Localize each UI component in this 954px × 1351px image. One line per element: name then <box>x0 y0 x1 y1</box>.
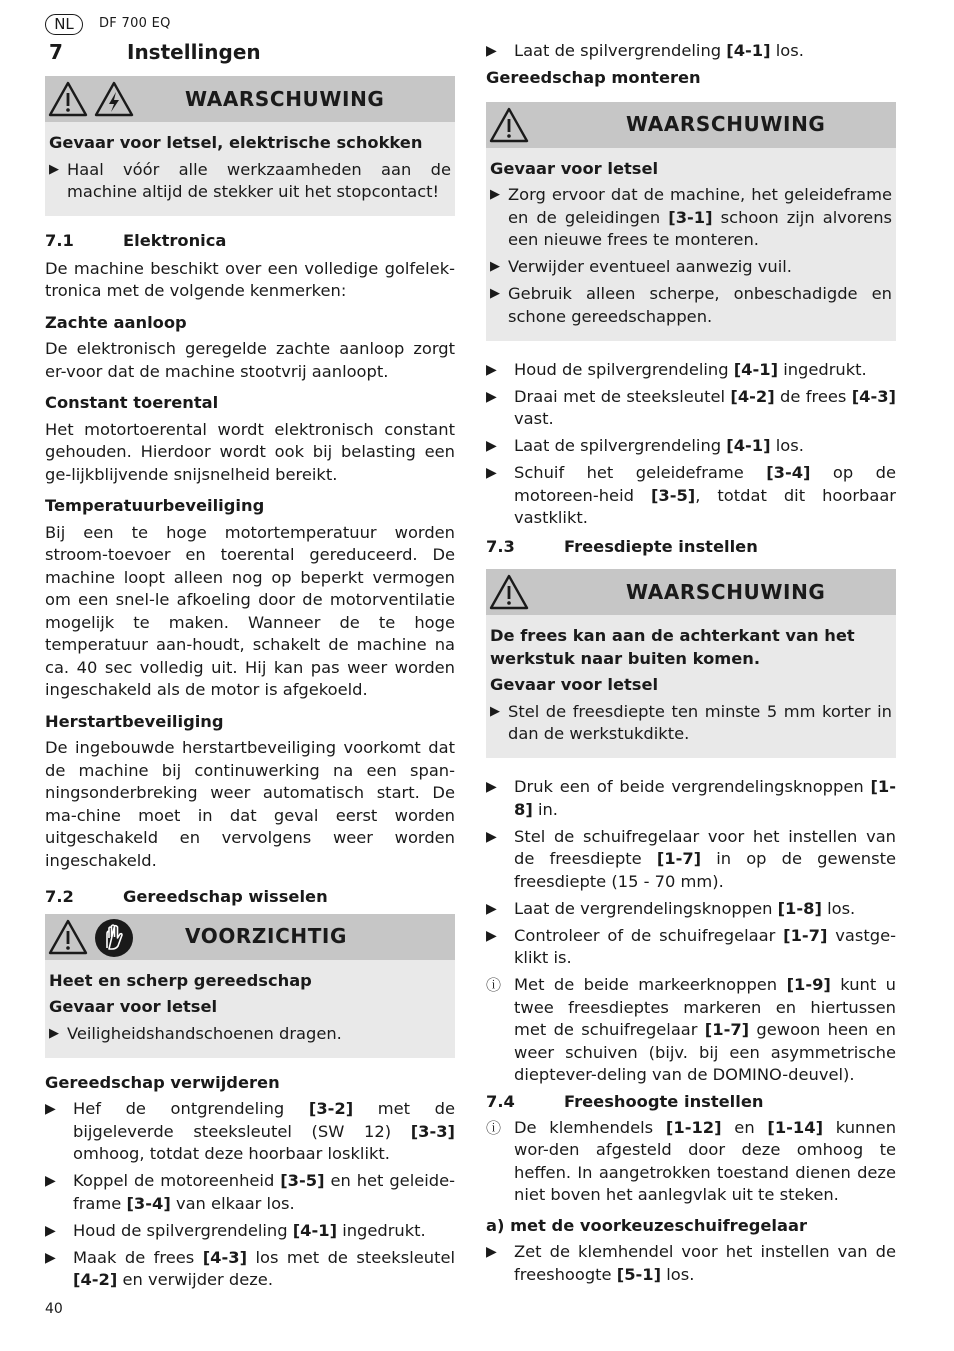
list-item: ▶ Zet de klemhendel voor het instellen van de freeshoogte [5-1] los. <box>486 1242 896 1284</box>
list-item: ▶ Draai met de steeksleutel [4-2] de frees [4-3] vast. <box>486 386 896 428</box>
section-heading-7: 7 Instellingen <box>49 40 261 64</box>
subheading: Gereedschap verwijderen <box>45 1072 280 1092</box>
warning-triangle-icon <box>47 80 89 118</box>
paragraph: De elektronisch geregelde zachte aanloop zorgt er-voor dat de machine stootvrij aanloopt. <box>45 339 455 381</box>
depth-steps <box>486 776 896 1087</box>
warning-item: ▶ Haal vóór alle werkzaamheden aan de machine altijd de stekker uit het stopcontact! <box>49 159 451 201</box>
subheading: Temperatuurbeveiliging <box>45 496 265 515</box>
warning-hazard-text: De frees kan aan de achterkant van het werkstuk naar buiten komen. <box>490 626 855 668</box>
warning-triangle-icon <box>488 106 530 144</box>
bullet-arrow-icon: ▶ <box>486 779 497 795</box>
section-heading-7-1: 7.1 Elektronica <box>45 231 227 250</box>
list-item: ▶ Stel de schuifregelaar voor het instellen van de freesdiepte [1-7] in op de gewenste freesdiepte (15 - 70 mm). <box>486 826 896 891</box>
paragraph: Het motortoerental wordt elektronisch constant gehouden. Hierdoor wordt ook bij belasting een ge-lijkblijvende snijsnelheid bereikt. <box>45 419 455 484</box>
language-badge: NL <box>45 14 83 35</box>
list-item: ▶ Laat de spilvergrendeling [4-1] los. <box>486 40 896 63</box>
bullet-arrow-icon: ▶ <box>45 1173 56 1189</box>
caution-box-header <box>45 914 455 960</box>
warning-triangle-icon <box>47 918 89 956</box>
info-item: ⓘ Met de beide markeerknoppen [1-9] kunt u twee freesdieptes markeren en hiertussen met de schuifregelaar [1-7] gewoon heen en weer schuiven (bijv. bij een asymmetrische dieptever-deling van de DOMINO-deuvel). <box>486 975 896 1084</box>
warning-box-header <box>45 76 455 122</box>
bullet-arrow-icon: ▶ <box>490 286 500 301</box>
caution-box <box>45 914 455 1058</box>
bullet-arrow-icon: ▶ <box>486 828 497 845</box>
warning-item: ▶ Zorg ervoor dat de machine, het geleideframe en de geleidingen [3-1] schoon zijn alvorens een nieuwe frees te monteren. <box>490 185 892 249</box>
info-item: ⓘ De klemhendels [1-12] en [1-14] kunnen wor-den afgesteld door deze omhoog te heffen. In aangetrokken toestand dienen deze niet boven het aanlegvlak uit te steken. <box>486 1117 897 1204</box>
paragraph: Bij een te hoge motortemperatuur worden stroom-toevoer en toerental gereduceerd. De machine loopt alleen nog op beperkt vermogen om een snel-le afkoeling door de motorventilatie mogelijk te maken. Wanneer de te hoge temperatuur aan-houdt, schakelt de machine na ca. 40 sec volledig uit. Hij kan pas weer worden ingeschakeld als de motor is afgekoeld. <box>45 522 455 699</box>
warning-box-header <box>486 569 896 615</box>
warning-item: ▶ Verwijder eventueel aanwezig vuil. <box>490 256 892 279</box>
warning-box-electric <box>45 76 455 216</box>
section-heading-7-4: 7.4 Freeshoogte instellen <box>486 1092 764 1111</box>
list-item: ▶ Maak de frees [4-3] los met de steeksleutel [4-2] en verwijder deze. <box>45 1247 455 1289</box>
bullet-arrow-icon: ▶ <box>486 388 497 405</box>
bullet-arrow-icon: ▶ <box>490 187 500 202</box>
remove-steps <box>45 1098 455 1292</box>
warning-hazard-text: Gevaar voor letsel <box>490 158 659 178</box>
info-icon: ⓘ <box>486 1118 502 1137</box>
list-item: ▶ Koppel de motoreenheid [3-5] en het geleide-frame [3-4] van elkaar los. <box>45 1171 455 1213</box>
bullet-arrow-icon: ▶ <box>45 1222 56 1239</box>
warning-item: ▶ Gebruik alleen scherpe, onbeschadigde en schone gereedschappen. <box>490 284 892 326</box>
caution-label: VOORZICHTIG <box>185 924 347 949</box>
list-item: ▶ Houd de spilvergrendeling [4-1] ingedrukt. <box>486 359 896 382</box>
bullet-arrow-icon: ▶ <box>49 1025 59 1041</box>
warning-label: WAARSCHUWING <box>626 579 826 604</box>
bullet-arrow-icon: ▶ <box>486 1244 497 1260</box>
warning-box-header <box>486 102 896 148</box>
page-number: 40 <box>45 1301 63 1317</box>
paragraph: De ingebouwde herstartbeveiliging voorkomt dat de machine bij continuwerking na een span-ningsonderbreking weer automatisch start. De ma-chine moet in dat geval eerst worden uitgeschakeld en vervolgens weer worden ingeschakeld. <box>45 738 455 870</box>
list-item: ▶ Laat de spilvergrendeling [4-1] los. <box>486 435 896 458</box>
bullet-arrow-icon: ▶ <box>486 465 497 481</box>
mount-steps <box>486 359 896 530</box>
section-heading-7-3: 7.3 Freesdiepte instellen <box>486 536 758 556</box>
warning-box-mount <box>486 102 896 341</box>
model-name: DF 700 EQ <box>99 15 171 31</box>
list-item: ▶ Hef de ontgrendeling [3-2] met de bijgeleverde steeksleutel (SW 12) [3-3] omhoog, totdat deze hoorbaar losklikt. <box>45 1099 456 1163</box>
bullet-arrow-icon: ▶ <box>486 361 497 378</box>
list-item: ▶ Schuif het geleideframe [3-4] op de motoreen-heid [3-5], totdat dit hoorbaar vastklikt. <box>486 463 896 527</box>
subheading: Zachte aanloop <box>45 312 187 332</box>
list-item: ▶ Houd de spilvergrendeling [4-1] ingedrukt. <box>45 1220 455 1243</box>
bullet-arrow-icon: ▶ <box>486 900 497 917</box>
warning-item: ▶ Stel de freesdiepte ten minste 5 mm korter in dan de werkstukdikte. <box>490 701 892 743</box>
warning-label: WAARSCHUWING <box>626 112 826 137</box>
info-icon: ⓘ <box>486 976 502 994</box>
bullet-arrow-icon: ▶ <box>490 703 500 719</box>
bullet-arrow-icon: ▶ <box>490 259 500 274</box>
warning-box-depth <box>486 569 896 758</box>
left-column <box>45 38 455 1296</box>
list-item: ▶ Druk een of beide vergrendelingsknoppen [1-8] in. <box>486 777 896 819</box>
subheading: Constant toerental <box>45 393 219 412</box>
warning-label: WAARSCHUWING <box>185 86 385 111</box>
height-steps <box>486 1241 896 1286</box>
bullet-arrow-icon: ▶ <box>486 927 497 944</box>
warning-hazard-text: Gevaar voor letsel, elektrische schokken <box>49 133 423 152</box>
steps-list <box>486 40 896 63</box>
subheading: Gereedschap monteren <box>486 68 701 87</box>
list-item: ▶ Controleer of de schuifregelaar [1-7] vastge-klikt is. <box>486 925 896 967</box>
warning-hazard-text: Gevaar voor letsel <box>490 675 659 694</box>
caution-item: ▶ Veiligheidshandschoenen dragen. <box>49 1023 451 1046</box>
paragraph: De machine beschikt over een volledige golfelek-tronica met de volgende kenmerken: <box>45 258 455 300</box>
right-column <box>486 38 896 1291</box>
bullet-arrow-icon: ▶ <box>486 438 497 454</box>
gloves-icon <box>93 918 135 958</box>
list-item: ▶ Laat de vergrendelingsknoppen [1-8] los. <box>486 898 896 921</box>
subheading: Herstartbeveiliging <box>45 711 224 731</box>
bullet-arrow-icon: ▶ <box>45 1249 56 1266</box>
height-info <box>486 1117 896 1207</box>
caution-hazard-text: Gevaar voor letsel <box>49 997 218 1016</box>
bullet-arrow-icon: ▶ <box>45 1101 56 1117</box>
bullet-arrow-icon: ▶ <box>486 43 497 59</box>
bullet-arrow-icon: ▶ <box>49 161 59 177</box>
section-heading-7-2: 7.2 Gereedschap wisselen <box>45 887 328 906</box>
warning-triangle-icon <box>488 573 530 611</box>
caution-hazard-text: Heet en scherp gereedschap <box>49 970 312 990</box>
page-header <box>45 12 171 36</box>
electric-shock-icon <box>93 80 135 118</box>
subheading: a) met de voorkeuzeschuifregelaar <box>486 1215 808 1235</box>
